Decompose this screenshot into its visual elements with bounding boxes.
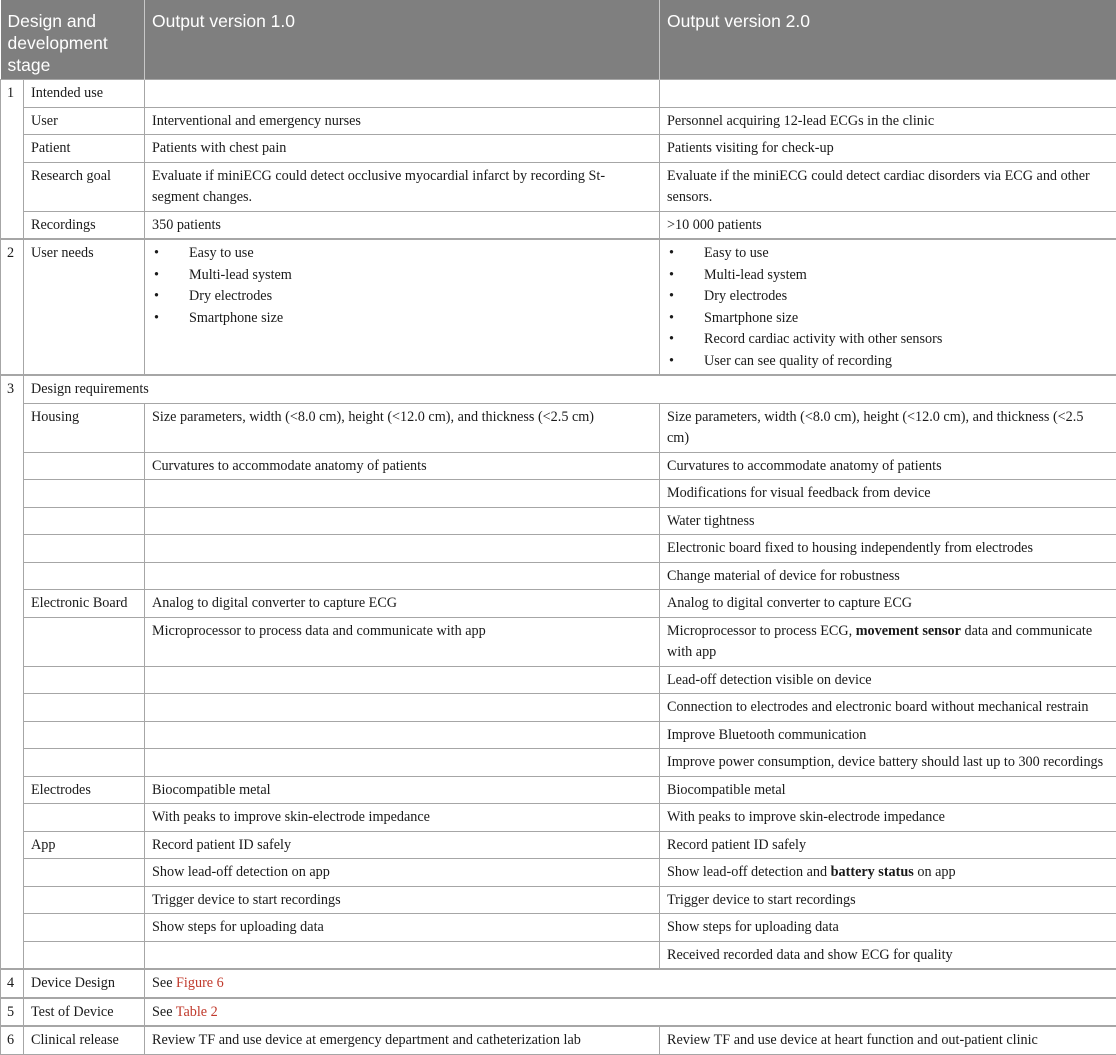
- table-row: [1, 721, 1116, 749]
- v1-cell: 350 patients: [145, 211, 660, 239]
- table-row: [1, 998, 1116, 1027]
- v2-cell: >10 000 patients: [660, 211, 1116, 239]
- stage-number: 1: [1, 80, 24, 108]
- stage-3-title-row: [1, 375, 1116, 403]
- bold-text: battery status: [831, 864, 914, 880]
- stage-number: 4: [1, 969, 24, 998]
- v1-cell: Interventional and emergency nurses: [145, 107, 660, 135]
- v2-cell: Received recorded data and show ECG for quality: [660, 941, 1116, 969]
- v1-cell: Record patient ID safely: [145, 831, 660, 859]
- table-row: [1, 480, 1116, 508]
- table-row: [1, 749, 1116, 777]
- table-row: [1, 135, 1116, 163]
- stage-number: 6: [1, 1026, 24, 1054]
- v1-cell: Show lead-off detection on app: [145, 859, 660, 887]
- v2-cell: Connection to electrodes and electronic board without mechanical restrain: [660, 694, 1116, 722]
- table-row: [1, 162, 1116, 211]
- row-label: Research goal: [24, 162, 145, 211]
- v2-cell: Curvatures to accommodate anatomy of patients: [660, 452, 1116, 480]
- stage-title: User needs: [24, 239, 145, 375]
- v2-cell: Improve power consumption, device battery should last up to 300 recordings: [660, 749, 1116, 777]
- v2-cell: With peaks to improve skin-electrode impedance: [660, 804, 1116, 832]
- v1-cell: [145, 535, 660, 563]
- stage-6-group: [1, 1026, 1116, 1054]
- v2-cell: Size parameters, width (<8.0 cm), height (<12.0 cm), and thickness (<2.5 cm): [660, 403, 1116, 452]
- v2-cell: Biocompatible metal: [660, 776, 1116, 804]
- list-item: • Easy to use: [152, 243, 652, 265]
- v1-cell: Size parameters, width (<8.0 cm), height (<12.0 cm), and thickness (<2.5 cm): [145, 403, 660, 452]
- table-row: [1, 107, 1116, 135]
- stage-4-group: [1, 969, 1116, 998]
- table-row: [1, 590, 1116, 618]
- list-item: • Multi-lead system: [667, 265, 1109, 287]
- row-label: Recordings: [24, 211, 145, 239]
- table-row: [1, 617, 1116, 666]
- bold-text: movement sensor: [856, 623, 961, 639]
- stage-5-group: [1, 998, 1116, 1027]
- stage-title: Device Design: [24, 969, 145, 998]
- list-item: • Dry electrodes: [667, 286, 1109, 308]
- v2-cell: Electronic board fixed to housing independently from electrodes: [660, 535, 1116, 563]
- table-cell: [145, 80, 660, 108]
- v1-cell: Microprocessor to process data and communicate with app: [145, 617, 660, 666]
- table-row: [1, 239, 1116, 375]
- table-row: [1, 403, 1116, 452]
- table-row: [1, 694, 1116, 722]
- table-row: [1, 211, 1116, 239]
- stage-1-group: [1, 80, 1116, 240]
- v1-cell: [145, 749, 660, 777]
- table-row: [1, 507, 1116, 535]
- v2-cell: Show lead-off detection and battery status on app: [660, 859, 1116, 887]
- v1-cell: Trigger device to start recordings: [145, 886, 660, 914]
- list-item: • Smartphone size: [152, 308, 652, 330]
- v1-cell: [145, 721, 660, 749]
- row-label: App: [24, 831, 145, 859]
- header-version-1: Output version 1.0: [145, 0, 660, 80]
- list-item: • Multi-lead system: [152, 265, 652, 287]
- user-needs-list-v2: [667, 243, 1109, 372]
- list-item: • Dry electrodes: [152, 286, 652, 308]
- row-label: Electronic Board: [24, 590, 145, 618]
- table-row: [1, 941, 1116, 969]
- v1-cell: Show steps for uploading data: [145, 914, 660, 942]
- table-row: [1, 562, 1116, 590]
- v1-cell: Patients with chest pain: [145, 135, 660, 163]
- table-row: [1, 804, 1116, 832]
- v2-cell: Water tightness: [660, 507, 1116, 535]
- table-row: [1, 859, 1116, 887]
- header-row: [1, 0, 1116, 80]
- row-label: User: [24, 107, 145, 135]
- v1-cell: Analog to digital converter to capture ECG: [145, 590, 660, 618]
- stage-number: 5: [1, 998, 24, 1027]
- v2-cell: Analog to digital converter to capture ECG: [660, 590, 1116, 618]
- v1-cell: [145, 239, 660, 375]
- v1-cell: [145, 480, 660, 508]
- v2-cell: Evaluate if the miniECG could detect cardiac disorders via ECG and other sensors.: [660, 162, 1116, 211]
- v2-cell: Microprocessor to process ECG, movement sensor data and communicate with app: [660, 617, 1116, 666]
- list-item: • Record cardiac activity with other sensors: [667, 329, 1109, 351]
- v2-cell: Modifications for visual feedback from device: [660, 480, 1116, 508]
- user-needs-list-v1: [152, 243, 652, 329]
- v1-cell: [145, 941, 660, 969]
- table-row: [1, 831, 1116, 859]
- figure-6-link[interactable]: Figure 6: [176, 975, 224, 991]
- table-row: [1, 969, 1116, 998]
- stage-number: 2: [1, 239, 24, 375]
- list-item: • User can see quality of recording: [667, 351, 1109, 373]
- v1-cell: [145, 666, 660, 694]
- v1-cell: [145, 507, 660, 535]
- v2-cell: Review TF and use device at heart function and out-patient clinic: [660, 1026, 1116, 1054]
- v2-cell: Patients visiting for check-up: [660, 135, 1116, 163]
- header-stage: Design and development stage: [1, 0, 145, 80]
- table-2-link[interactable]: Table 2: [176, 1004, 218, 1020]
- stage-title: Clinical release: [24, 1026, 145, 1054]
- v2-cell: Show steps for uploading data: [660, 914, 1116, 942]
- stage-title: Test of Device: [24, 998, 145, 1027]
- v1-cell: [145, 562, 660, 590]
- table-row: [1, 914, 1116, 942]
- stage-number: 3: [1, 375, 24, 403]
- v2-cell: Record patient ID safely: [660, 831, 1116, 859]
- table-row: [1, 535, 1116, 563]
- v2-cell: Lead-off detection visible on device: [660, 666, 1116, 694]
- v1-cell: Curvatures to accommodate anatomy of patients: [145, 452, 660, 480]
- table-row: [1, 886, 1116, 914]
- v2-cell: [660, 239, 1116, 375]
- v1-cell: With peaks to improve skin-electrode impedance: [145, 804, 660, 832]
- list-item: • Easy to use: [667, 243, 1109, 265]
- stage-title: Intended use: [24, 80, 145, 108]
- v1-cell: Review TF and use device at emergency department and catheterization lab: [145, 1026, 660, 1054]
- v2-cell: Improve Bluetooth communication: [660, 721, 1116, 749]
- v2-cell: Trigger device to start recordings: [660, 886, 1116, 914]
- v1-cell: Biocompatible metal: [145, 776, 660, 804]
- see-reference-cell: See Figure 6: [145, 969, 1116, 998]
- table-cell: [660, 80, 1116, 108]
- stage-title: Design requirements: [24, 375, 1116, 403]
- header-version-2: Output version 2.0: [660, 0, 1116, 80]
- table-row: [1, 452, 1116, 480]
- row-label: Housing: [24, 403, 145, 452]
- v1-cell: [145, 694, 660, 722]
- stage-2-group: [1, 239, 1116, 375]
- row-label: Electrodes: [24, 776, 145, 804]
- table-row: [1, 776, 1116, 804]
- stage-1-title-row: [1, 80, 1116, 108]
- row-label: Patient: [24, 135, 145, 163]
- table-row: [1, 1026, 1116, 1054]
- stage-3-group: [1, 375, 1116, 969]
- table-row: [1, 666, 1116, 694]
- v2-cell: Personnel acquiring 12-lead ECGs in the clinic: [660, 107, 1116, 135]
- see-reference-cell: See Table 2: [145, 998, 1116, 1027]
- v2-cell: Change material of device for robustness: [660, 562, 1116, 590]
- list-item: • Smartphone size: [667, 308, 1109, 330]
- v1-cell: Evaluate if miniECG could detect occlusive myocardial infarct by recording St-segment changes.: [145, 162, 660, 211]
